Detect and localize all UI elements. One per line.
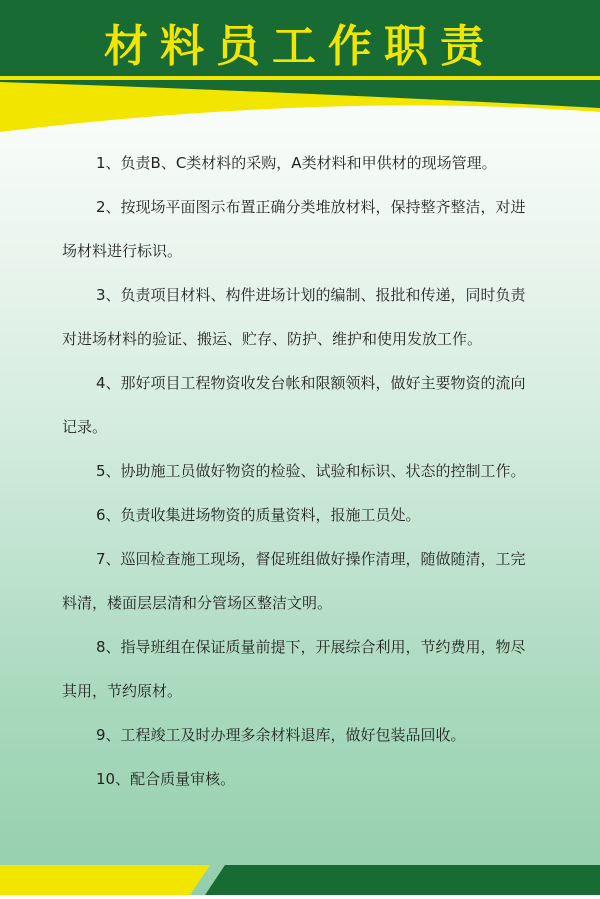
list-item: 7、巡回检查施工现场，督促班组做好操作清理，随做随清，工完料清，楼面层层清和分管场区整洁文明。 bbox=[62, 550, 526, 612]
duty-list bbox=[62, 141, 540, 801]
footer-decoration bbox=[0, 865, 600, 895]
page-title: 材料员工作职责 bbox=[104, 21, 496, 72]
footer-band bbox=[0, 865, 600, 895]
list-item: 9、工程竣工及时办理多余材料退库，做好包装品回收。 bbox=[96, 726, 466, 744]
list-item: 2、按现场平面图示布置正确分类堆放材料，保持整齐整洁，对进场材料进行标识。 bbox=[62, 198, 526, 260]
list-item: 8、指导班组在保证质量前提下，开展综合利用，节约费用，物尽其用，节约原材。 bbox=[62, 638, 526, 700]
header-banner bbox=[0, 0, 600, 140]
list-item: 6、负责收集进场物资的质量资料，报施工员处。 bbox=[96, 506, 421, 524]
list-item: 3、负责项目材料、构件进场计划的编制、报批和传递，同时负责对进场材料的验证、搬运、贮存、防护、维护和使用发放工作。 bbox=[62, 286, 526, 348]
list-item: 1、负责B、C类材料的采购，A类材料和甲供材的现场管理。 bbox=[96, 154, 497, 172]
list-item: 5、协助施工员做好物资的检验、试验和标识、状态的控制工作。 bbox=[96, 462, 526, 480]
list-item: 10、配合质量审核。 bbox=[96, 770, 236, 788]
list-item: 4、那好项目工程物资收发台帐和限额领料，做好主要物资的流向记录。 bbox=[62, 374, 526, 436]
